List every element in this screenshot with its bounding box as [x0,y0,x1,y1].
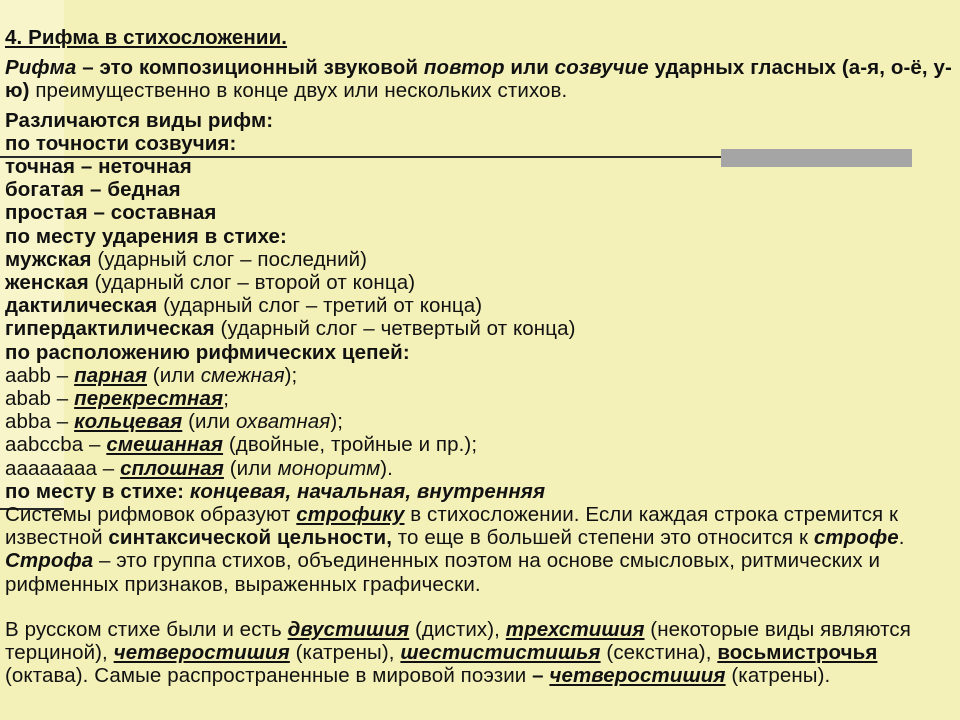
stress-item [5,248,955,271]
term-strofa: Строфа [5,549,94,573]
slide-body [5,26,955,687]
russian-text: (катрены). [725,664,831,688]
term-chetverostishiya: четверостишия [113,641,290,665]
term-integrity: синтаксической цельности, [108,526,392,550]
term-povtor: повтор [423,56,505,80]
russian-text: В русском стихе были и есть [5,617,288,641]
arrangement-pre: (двойные, тройные и пр.); [223,433,478,457]
arrangement-pre: (или [182,410,236,434]
stanza-text: . [898,526,905,550]
definition-dash: – [76,56,100,80]
term-trekhstishiya: трехстишия [505,617,645,641]
term-dvustishiya: двустишия [287,617,410,641]
arrangement-alt: охватная [235,410,331,434]
arrangement-name: парная [74,363,148,387]
term-rifma: Рифма [5,56,77,80]
russian-text: (секстина), [600,641,718,665]
stanza-text: то еще в большей степени это относится к [392,526,814,550]
definition-part2: ударных гласных (а-я, о-ё, у-ю) [5,56,952,103]
stress-desc: (ударный слог – четвертый от конца) [214,317,576,341]
rhyme-definition [5,56,955,102]
arrangement-name: перекрестная [74,387,224,411]
arrangement-item [5,433,955,456]
scheme: aaaaaaaa – [5,456,121,480]
scheme: abab – [5,387,75,411]
arrangement-item [5,410,955,433]
stress-item [5,271,955,294]
stress-desc: (ударный слог – второй от конца) [88,271,416,295]
arrangement-pre: (или [223,456,278,480]
arrangement-item [5,387,955,410]
arrangement-alt: моноритм [277,456,381,480]
stress-name: мужская [5,247,92,271]
place-line [5,480,955,503]
definition-ili: или [504,56,555,80]
stanza-text: в стихосложении. Если каждая строка стремится к известной [5,503,899,550]
place-values: концевая, начальная, внутренняя [189,479,546,503]
place-heading: по месту в стихе: [5,479,190,503]
arrangement-pre: (или [147,363,201,387]
stress-desc: (ударный слог – третий от конца) [157,294,483,318]
accuracy-item: простая – составная [5,201,217,225]
scheme: abba – [5,410,75,434]
stress-item [5,317,955,340]
page-title: 4. Рифма в стихосложении. [5,26,288,49]
stress-name: гипердактилическая [5,317,215,341]
definition-part1: это композиционный звуковой [99,56,424,80]
russian-text: (октава). Самые распространенные в мировой поэзии [5,664,533,688]
stress-desc: (ударный слог – последний) [91,247,368,271]
arrangement-pre: ; [223,387,230,411]
term-chetverostishiya: четверостишия [549,664,726,688]
arrangement-item [5,457,955,480]
stanza-paragraph [5,503,955,596]
definition-part3: преимущественно в конце двух или нескольких стихов. [29,79,568,103]
russian-verse-paragraph [5,618,955,688]
kinds-heading: Различаются виды рифм: [5,108,274,132]
arrangement-name: смешанная [106,433,224,457]
accuracy-item: точная – неточная [5,155,192,179]
term-strofe: строфе [813,526,899,550]
term-shestistishya: шестистистишья [400,641,601,665]
term-vosmistrochya: восьмистрочья [717,641,878,665]
arrangement-heading: по расположению рифмических цепей: [5,340,410,364]
accuracy-item: богатая – бедная [5,178,181,202]
russian-text: (катрены), [289,641,401,665]
term-strofika: строфику [296,503,405,527]
scheme: aabccba – [5,433,107,457]
arrangement-post: ). [380,456,393,480]
scheme: aabb – [5,363,75,387]
russian-text: (некоторые виды являются терциной), [5,617,911,665]
stress-name: женская [5,271,89,295]
stress-name: дактилическая [5,294,158,318]
stress-item [5,294,955,317]
accuracy-heading: по точности созвучия: [5,131,237,155]
arrangement-item [5,364,955,387]
russian-dash: – [532,664,544,688]
arrangement-alt: смежная [200,363,285,387]
arrangement-name: сплошная [120,456,224,480]
russian-text: (дистих), [409,617,506,641]
arrangement-name: кольцевая [74,410,183,434]
term-sozvuchie: созвучие [554,56,649,80]
stanza-text: Системы рифмовок образуют [5,503,297,527]
stress-heading: по месту ударения в стихе: [5,224,287,248]
stanza-text: – это группа стихов, объединенных поэтом на основе смысловых, ритмических и рифменных признаков, выраженных графически. [5,549,881,596]
arrangement-post: ); [330,410,344,434]
arrangement-post: ); [284,363,298,387]
